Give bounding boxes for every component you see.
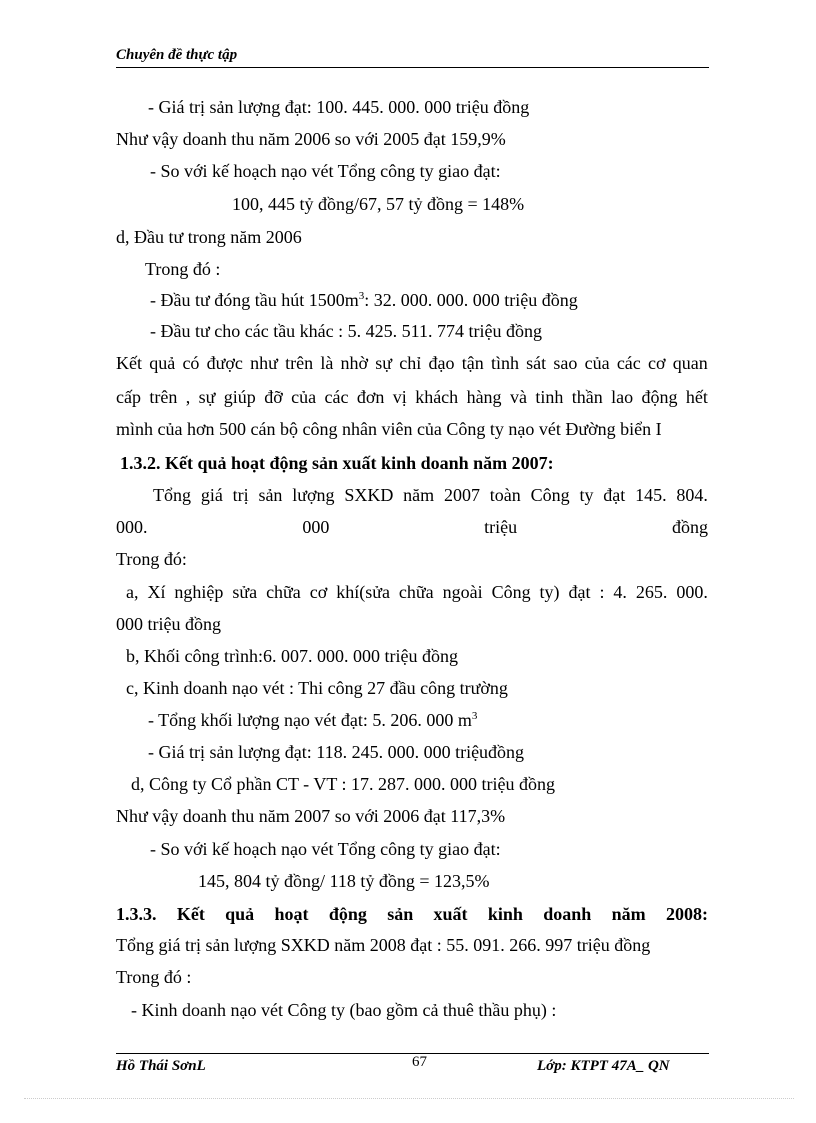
text-line: Trong đó : [145, 259, 221, 279]
footer-author: Hồ Thái SơnL [116, 1058, 206, 1074]
word: của [291, 387, 317, 407]
word: 1.3.3. [116, 904, 157, 924]
word: sản [258, 485, 283, 505]
text-line: Tổng giá trị sản lượng SXKD năm 2008 đạt : 55. 091. 266. 997 triệu đồng [116, 935, 651, 955]
text-part: - Tổng khối lượng nạo vét đạt: 5. 206. 000 m [148, 710, 472, 730]
text-line: mình của hơn 500 cán bộ công nhân viên của Công ty nạo vét Đường biển I [116, 419, 662, 439]
word: 2008: [665, 904, 708, 924]
word: lao [611, 387, 634, 407]
text-line: - Kinh doanh nạo vét Công ty (bao gồm cả thuê thầu phụ) : [131, 1000, 557, 1020]
word: triệu [484, 517, 518, 537]
word: trên [285, 353, 314, 373]
text-part: - Đầu tư đóng tầu hút 1500m [150, 290, 359, 310]
word: có [182, 353, 200, 373]
section-heading: 1.3.2. Kết quả hoạt động sản xuất kinh doanh năm 2007: [120, 453, 554, 473]
word: đơn [356, 387, 385, 407]
word: như [250, 353, 278, 373]
superscript: 3 [358, 290, 365, 302]
word: đạo [428, 353, 455, 373]
header-title: Chuyên đề thực tập [116, 47, 238, 63]
word: ty [579, 485, 594, 505]
word: doanh [543, 904, 592, 924]
word: kinh [487, 904, 523, 924]
word: a, [126, 582, 139, 602]
word: hàng [466, 387, 502, 407]
word: 265. [635, 582, 668, 602]
word: vị [392, 387, 407, 407]
text-line: - Giá trị sản lượng đạt: 100. 445. 000. 000 triệu đồng [148, 97, 530, 117]
word: toàn [489, 485, 521, 505]
word: nghiệp [174, 582, 224, 602]
word: 145. [635, 485, 667, 505]
text-line: 000 triệu đồng [116, 614, 221, 634]
word: đạt [568, 582, 591, 602]
word: , [185, 387, 191, 407]
text-line: - Giá trị sản lượng đạt: 118. 245. 000. 000 triệuđồng [148, 742, 525, 762]
word: ty) [539, 582, 560, 602]
word: tinh [535, 387, 564, 407]
word: xuất [433, 904, 468, 924]
paragraph-line [116, 386, 708, 408]
text-line: Như vậy doanh thu năm 2006 so với 2005 đạt 159,9% [116, 129, 506, 149]
header-rule [116, 67, 709, 68]
word: thần [571, 387, 603, 407]
word: quả [225, 904, 255, 924]
word: cấp [116, 387, 141, 407]
paragraph-line [153, 484, 708, 506]
text-line: 100, 445 tỷ đồng/67, 57 tỷ đồng = 148% [232, 194, 525, 214]
word: sao [553, 353, 578, 373]
word: các [324, 387, 349, 407]
word: tình [490, 353, 519, 373]
text-part: : 32. 000. 000. 000 triệu đồng [364, 290, 578, 310]
word: sửa [232, 582, 258, 602]
text-line: - Đầu tư cho các tầu khác : 5. 425. 511. 774 triệu đồng [150, 321, 542, 341]
text-line: d, Công ty Cổ phần CT - VT : 17. 287. 000. 000 triệu đồng [131, 774, 556, 794]
word: được [206, 353, 243, 373]
word: năm [611, 904, 646, 924]
word: hoạt [274, 904, 309, 924]
word: 000. [116, 517, 148, 537]
word: Công [491, 582, 531, 602]
text-line: 145, 804 tỷ đồng/ 118 tỷ đồng = 123,5% [198, 871, 490, 891]
word: chữa [398, 582, 434, 602]
word: giá [200, 485, 223, 505]
word: đồng [671, 517, 708, 537]
word: lượng [292, 485, 335, 505]
word: động [641, 387, 678, 407]
text-line: c, Kinh doanh nạo vét : Thi công 27 đầu công trường [126, 678, 508, 698]
word: 000. [676, 582, 708, 602]
text-line: - So với kế hoạch nạo vét Tổng công ty giao đạt: [150, 839, 501, 859]
word: và [509, 387, 527, 407]
paragraph-line [116, 516, 708, 538]
word: 4. [613, 582, 627, 602]
section-heading [116, 903, 708, 925]
text-line: d, Đầu tư trong năm 2006 [116, 227, 302, 247]
word: Tổng [153, 485, 191, 505]
page-number: 67 [412, 1054, 427, 1070]
word: năm [403, 485, 435, 505]
word: sát [526, 353, 547, 373]
footer-class: Lớp: KTPT 47A_ QN [537, 1058, 670, 1074]
word: quan [672, 353, 708, 373]
text-line: Trong đó : [116, 967, 192, 987]
word: sự [375, 353, 393, 373]
word: 000 [302, 517, 330, 537]
paragraph-line [126, 581, 708, 603]
superscript: 3 [471, 710, 478, 722]
word: đỡ [264, 387, 283, 407]
word: tận [461, 353, 484, 373]
word: trị [232, 485, 249, 505]
word: động [328, 904, 367, 924]
word: hết [685, 387, 708, 407]
word: là [320, 353, 334, 373]
word: SXKD [344, 485, 394, 505]
word: 2007 [443, 485, 480, 505]
word: Kết [176, 904, 205, 924]
word: chỉ [399, 353, 422, 373]
text-line: - So với kế hoạch nạo vét Tổng công ty giao đạt: [150, 161, 501, 181]
word: cơ [648, 353, 666, 373]
word: của [584, 353, 610, 373]
text-line [148, 709, 477, 731]
word: Kết [116, 353, 142, 373]
text-line: Trong đó: [116, 549, 187, 569]
word: trên [149, 387, 178, 407]
paragraph-line [116, 352, 708, 374]
word: sự [198, 387, 216, 407]
word: nhờ [340, 353, 369, 373]
word: đạt [603, 485, 626, 505]
word: ngoài [442, 582, 483, 602]
word: các [616, 353, 641, 373]
word: Xí [147, 582, 166, 602]
word: chữa [266, 582, 301, 602]
text-line: b, Khối công trình:6. 007. 000. 000 triệu đồng [126, 646, 458, 666]
word: giúp [223, 387, 256, 407]
word: quả [149, 353, 176, 373]
word: : [599, 582, 605, 602]
word: khí(sửa [336, 582, 390, 602]
text-line [150, 289, 578, 311]
word: cơ [309, 582, 328, 602]
page-edge [24, 1098, 794, 1099]
word: khách [415, 387, 459, 407]
word: 804. [676, 485, 708, 505]
text-line: Như vậy doanh thu năm 2007 so với 2006 đạt 117,3% [116, 806, 506, 826]
word: sản [387, 904, 414, 924]
word: Công [530, 485, 570, 505]
